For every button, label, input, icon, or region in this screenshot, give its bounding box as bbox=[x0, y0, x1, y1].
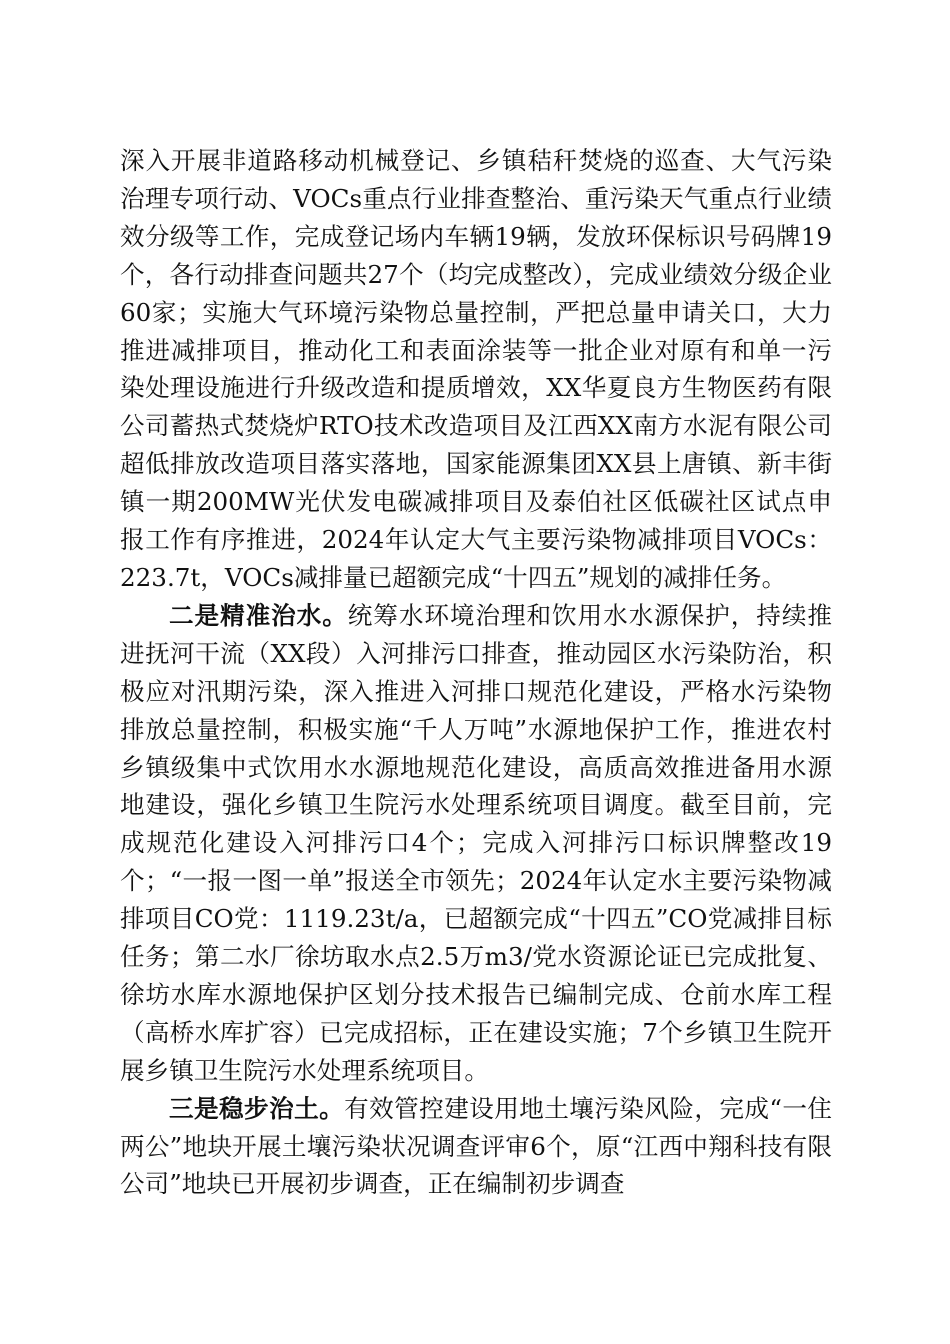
paragraph-air-governance bbox=[120, 142, 832, 597]
paragraph-text: 深入开展非道路移动机械登记、乡镇秸秆焚烧的巡查、大气污染治理专项行动、VOCs重点行业排查整治、重污染天气重点行业绩效分级等工作，完成登记场内车辆19辆，发放环保标识号码牌19个，各行动排查问题共27个（均完成整改），完成业绩效分级企业60家；实施大气环境污染物总量控制，严把总量申请关口，大力推进减排项目，推动化工和表面涂装等一批企业对原有和单一污染处理设施进行升级改造和提质增效，XX华夏良方生物医药有限公司蓄热式焚烧炉RTO技术改造项目及江西XX南方水泥有限公司超低排放改造项目落实落地，国家能源集团XX县上唐镇、新丰街镇一期200MW光伏发电碳减排项目及泰伯社区低碳社区试点申报工作有序推进，2024年认定大气主要污染物减排项目VOCs：223.7t，VOCs减排量已超额完成“十四五”规划的减排任务。 bbox=[120, 146, 832, 592]
document-body bbox=[120, 142, 832, 1203]
paragraph-soil-governance bbox=[120, 1090, 832, 1204]
paragraph-lead-heading: 二是精准治水。 bbox=[169, 600, 348, 630]
paragraph-text: 有效管控建设用地土壤污染风险，完成“一住两公”地块开展土壤污染状况调查评审6个，原“江西中翔科技有限公司”地块已开展初步调查，正在编制初步调查 bbox=[120, 1093, 832, 1199]
paragraph-water-governance bbox=[120, 597, 832, 1090]
paragraph-text: 统筹水环境治理和饮用水水源保护，持续推进抚河干流（XX段）入河排污口排查，推动园区水污染防治，积极应对汛期污染，深入推进入河排口规范化建设，严格水污染物排放总量控制，积极实施“千人万吨”水源地保护工作，推进农村乡镇级集中式饮用水水源地规范化建设，高质高效推进备用水源地建设，强化乡镇卫生院污水处理系统项目调度。截至目前，完成规范化建设入河排污口4个；完成入河排污口标识牌整改19个；“一报一图一单”报送全市领先；2024年认定水主要污染物减排项目CO党：1119.23t/a，已超额完成“十四五”CO党减排目标任务；第二水厂徐坊取水点2.5万m3/党水资源论证已完成批复、徐坊水库水源地保护区划分技术报告已编制完成、仓前水库工程（高桥水库扩容）已完成招标，正在建设实施；7个乡镇卫生院开展乡镇卫生院污水处理系统项目。 bbox=[120, 600, 832, 1085]
paragraph-lead-heading: 三是稳步治土。 bbox=[169, 1093, 345, 1123]
